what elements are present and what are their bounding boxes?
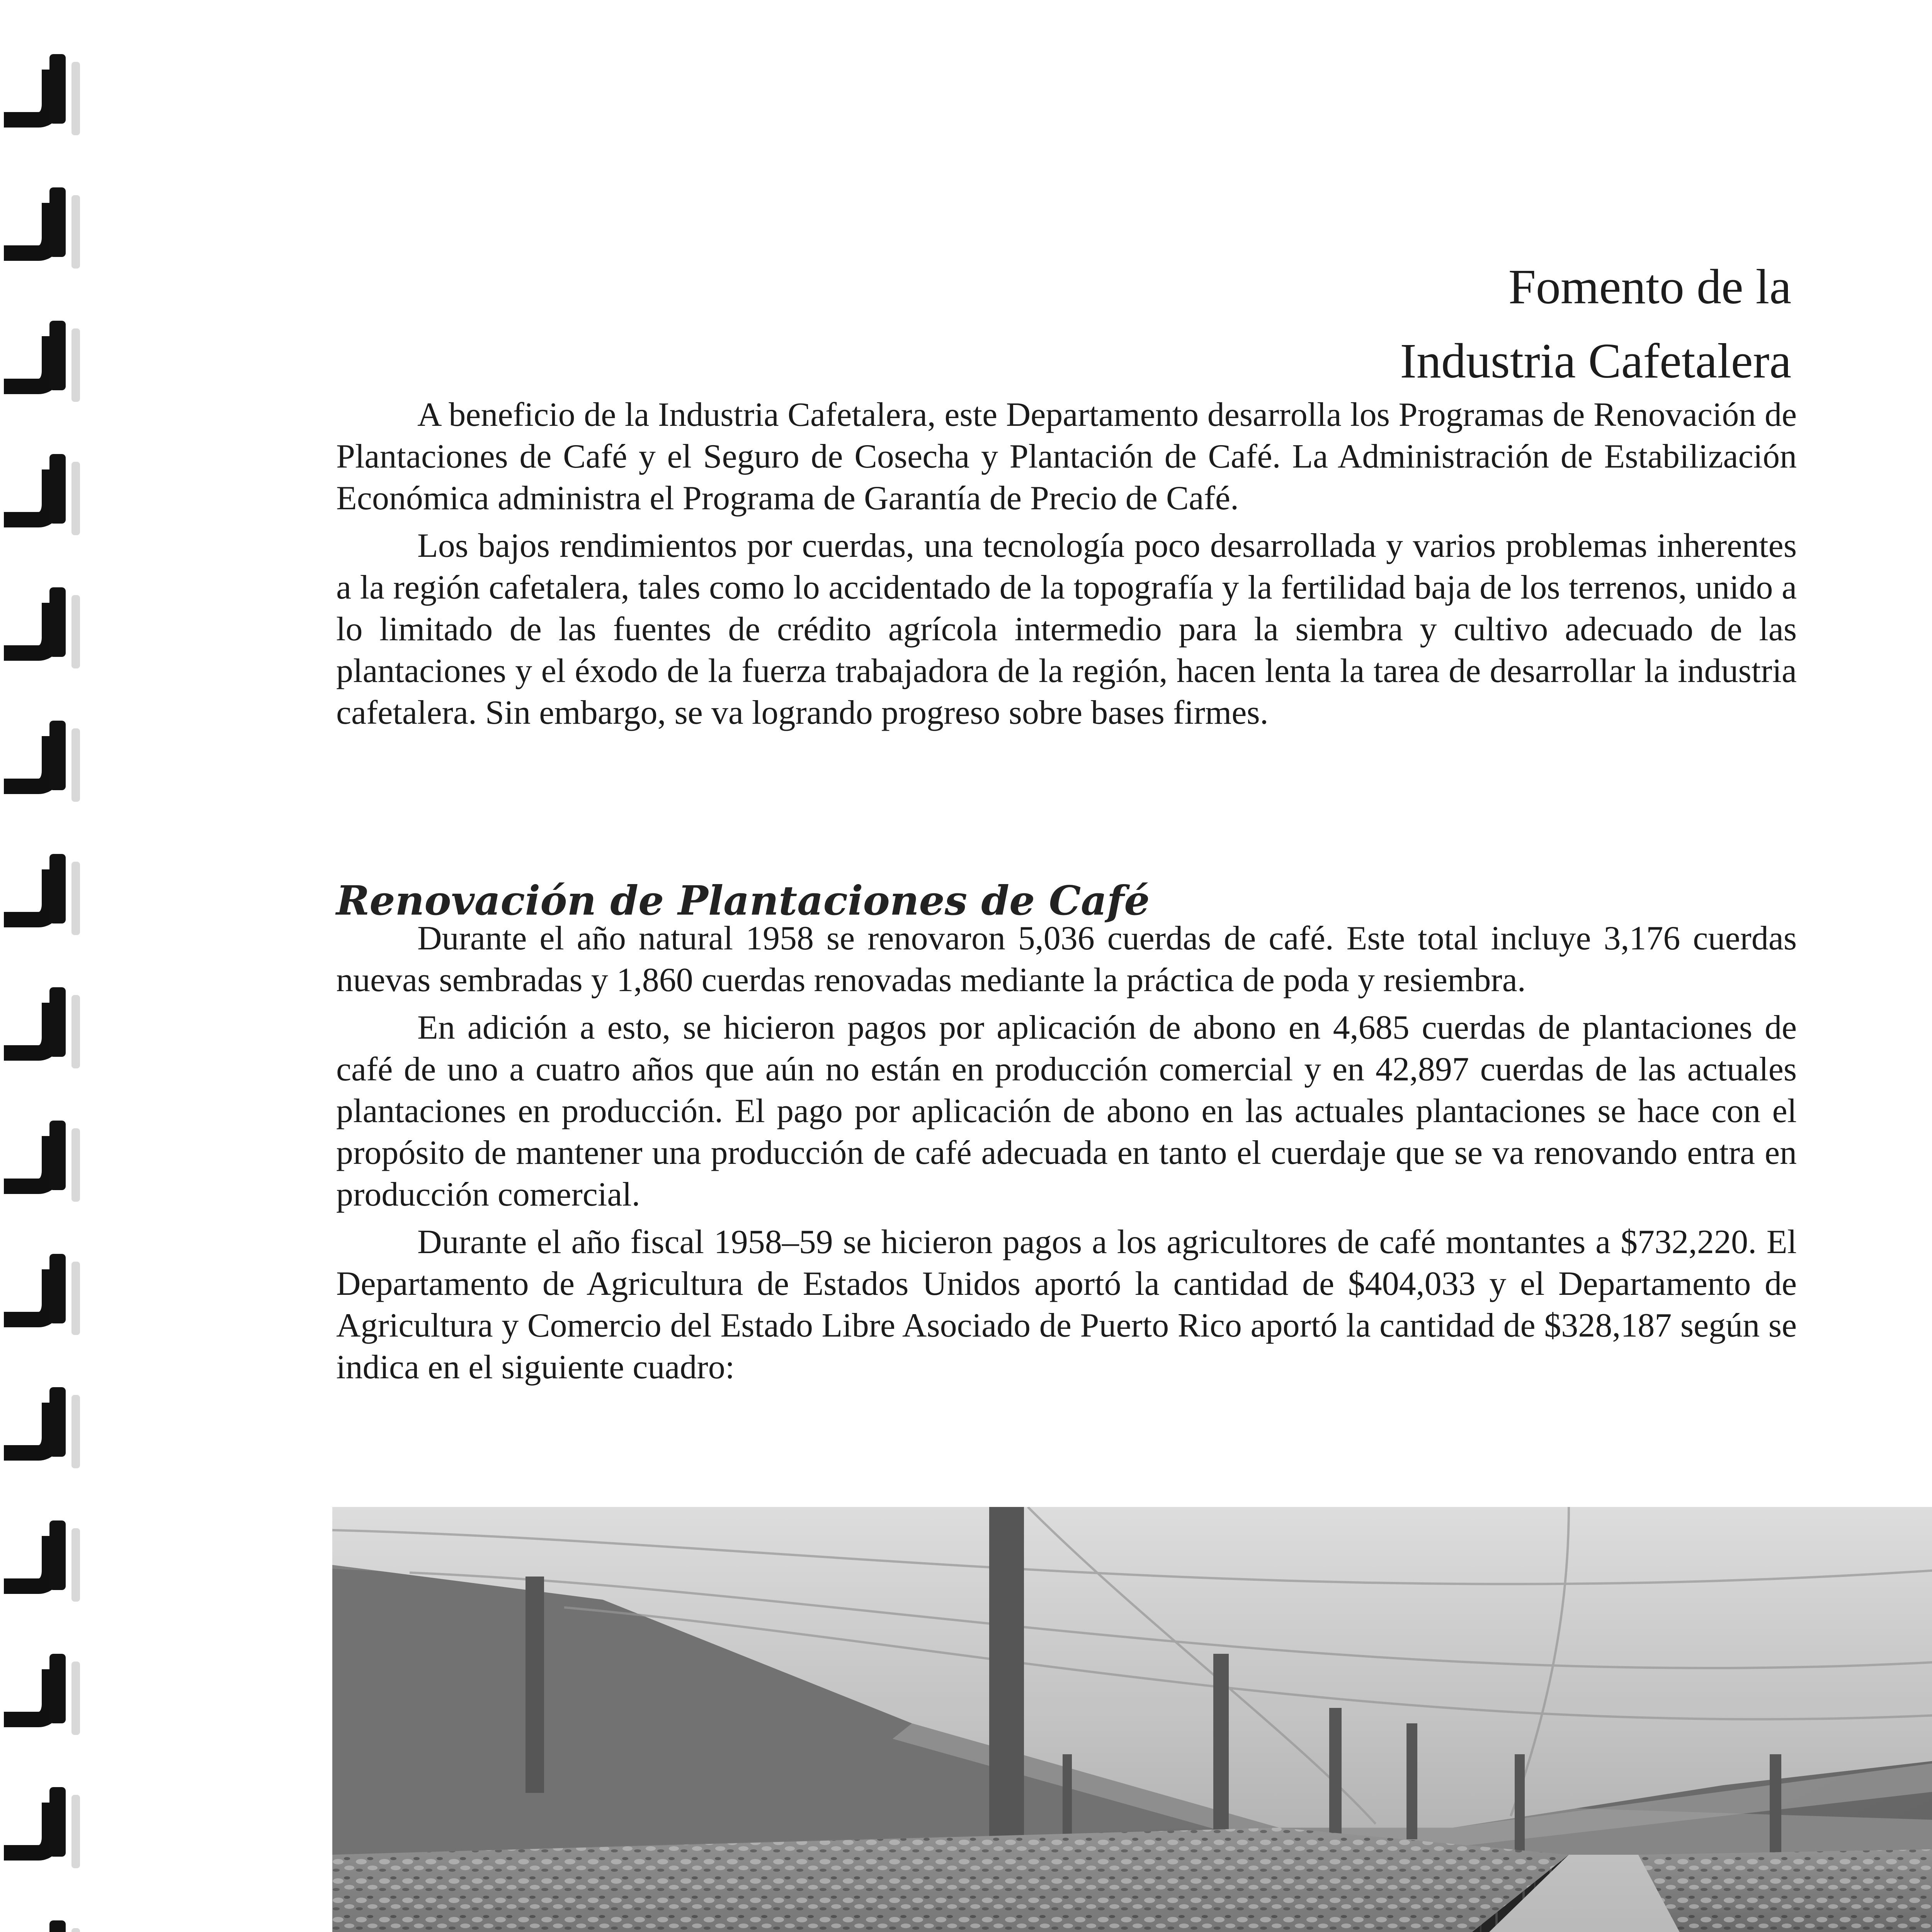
section-heading: Renovación de Plantaciones de Café xyxy=(336,877,1150,925)
paragraph: Durante el año fiscal 1958–59 se hicieron pagos a los agricultores de café montantes a $732,220. El Departamento de Agricultura de Estados Unidos aportó la cantidad de $404,033 y el Departamento de Agricultura y Comercio del Estado Libre Asociado de Puerto Rico aportó la cantidad de $328,187 según se indica en el siguiente cuadro: xyxy=(336,1223,1797,1386)
paragraph: Durante el año natural 1958 se renovaron 5,036 cuerdas de café. Este total incluye 3,176 cuerdas nuevas sembradas y 1,860 cuerdas renovadas mediante la práctica de poda y resiembra. xyxy=(336,920,1797,999)
binding-ring xyxy=(4,1920,70,1932)
binding-ring xyxy=(4,587,70,676)
binding-ring xyxy=(4,1520,70,1609)
title-line-1: Fomento de la xyxy=(1508,259,1791,314)
page-title xyxy=(1400,250,1791,398)
spiral-binding xyxy=(0,0,93,1932)
binding-ring xyxy=(4,1254,70,1343)
binding-ring xyxy=(4,1654,70,1743)
paragraph: En adición a esto, se hicieron pagos por aplicación de abono en 4,685 cuerdas de plantaciones de café de uno a cuatro años que aún no están en producción comercial y en 42,897 cuerdas de las actuales plantaciones en producción. El pago por aplicación de abono en las actuales plantaciones se hace con el propósito de mantener una producción de café adecuada en tanto el cuerdaje que se va renovando entra en producción comercial. xyxy=(336,1009,1797,1213)
title-line-2: Industria Cafetalera xyxy=(1400,333,1791,388)
nursery-photo xyxy=(332,1507,1932,1932)
binding-ring xyxy=(4,454,70,543)
paragraph: Los bajos rendimientos por cuerdas, una tecnología poco desarrollada y varios problemas inherentes a la región cafetalera, tales como lo accidentado de la topografía y la fertilidad baja de los terrenos, unido a lo limitado de las fuentes de crédito agrícola intermedio para la siembra y cultivo adecuado de las plantaciones y el éxodo de la fuerza trabajadora de la región, hacen lenta la tarea de desarrollar la industria cafetalera. Sin embargo, se va logrando progreso sobre bases firmes. xyxy=(336,527,1797,731)
paragraph: A beneficio de la Industria Cafetalera, este Departamento desarrolla los Programas de Renovación de Plantaciones de Café y el Seguro de Cosecha y Plantación de Café. La Administración de Estabilización Económica administra el Programa de Garantía de Precio de Café. xyxy=(336,396,1797,517)
binding-ring xyxy=(4,721,70,810)
binding-ring xyxy=(4,321,70,410)
binding-ring xyxy=(4,1387,70,1476)
binding-ring xyxy=(4,1121,70,1209)
binding-ring xyxy=(4,1787,70,1876)
binding-ring xyxy=(4,987,70,1076)
binding-ring xyxy=(4,54,70,143)
binding-ring xyxy=(4,187,70,276)
intro-text xyxy=(336,394,1797,734)
section-text xyxy=(336,918,1797,1388)
binding-ring xyxy=(4,854,70,943)
